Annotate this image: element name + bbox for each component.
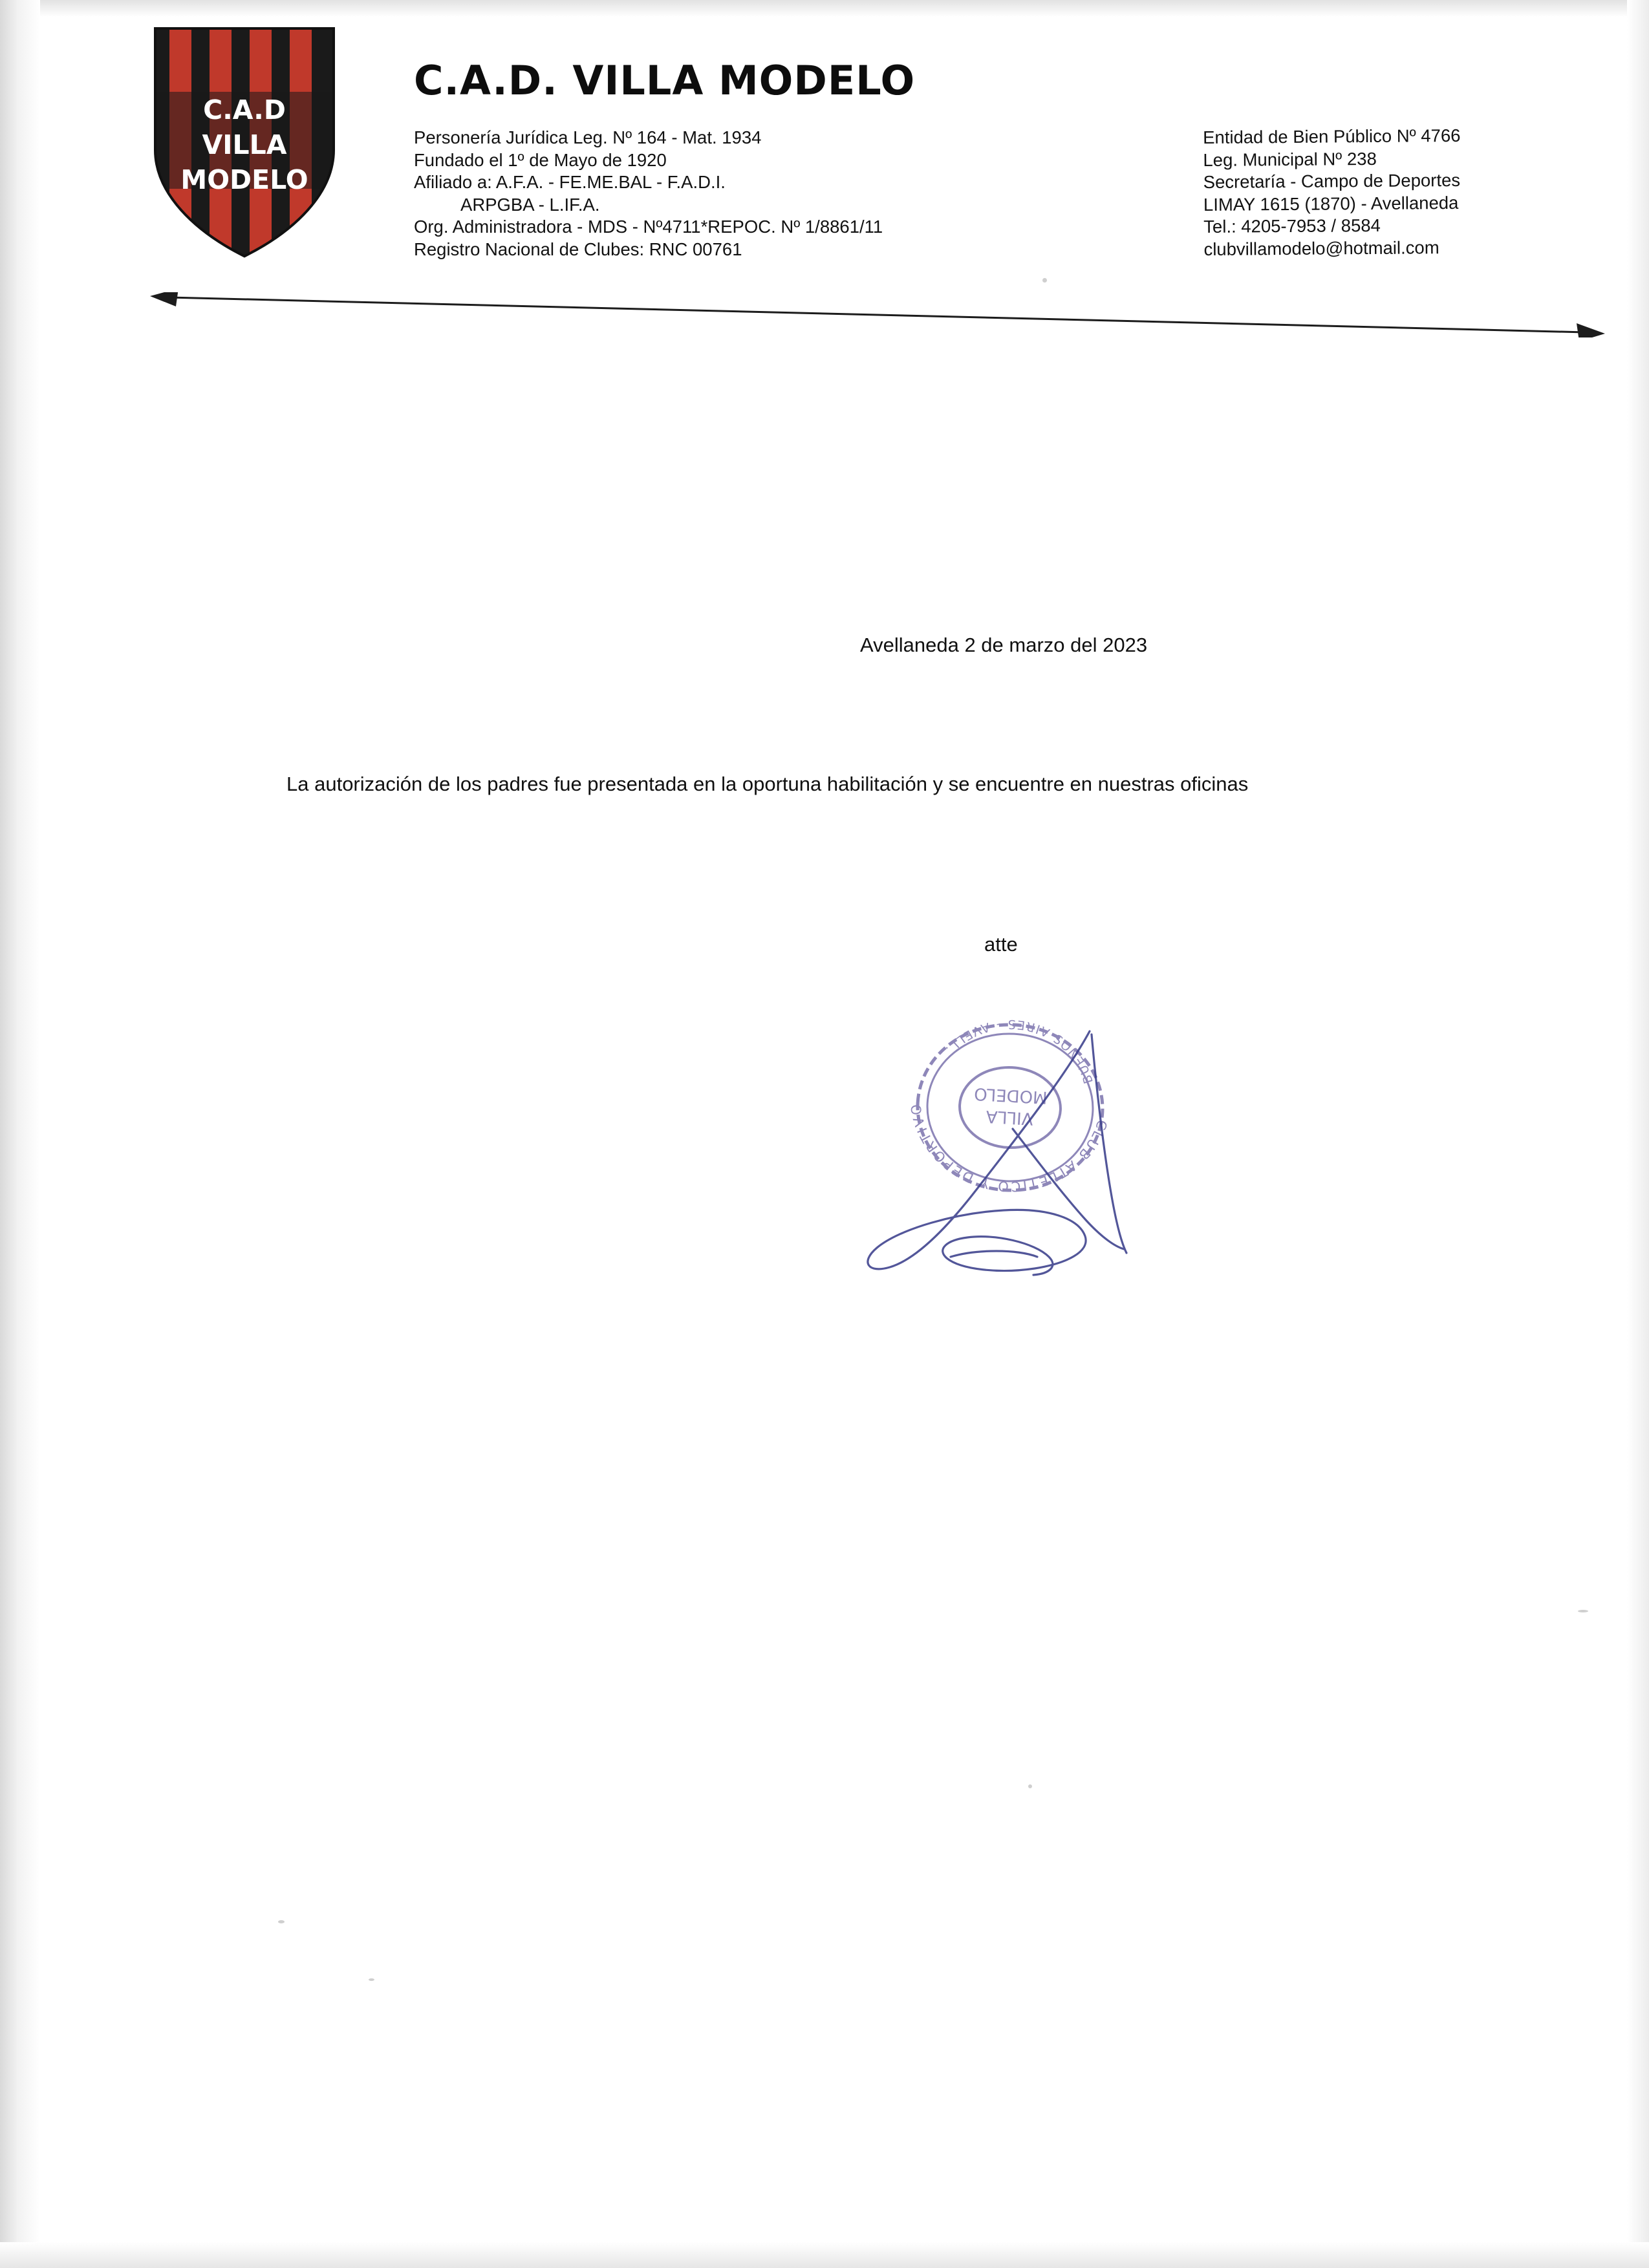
club-crest-icon <box>147 23 341 262</box>
header-left-line-3: Afiliado a: A.F.A. - FE.ME.BAL - F.A.D.I. <box>414 172 726 192</box>
header-left-line-2: Fundado el 1º de Mayo de 1920 <box>414 149 667 170</box>
header-right-line-2: Leg. Municipal Nº 238 <box>1203 148 1377 170</box>
header-right-line-5: Tel.: 4205-7953 / 8584 <box>1203 215 1381 237</box>
club-name-title: C.A.D. VILLA MODELO <box>414 57 916 104</box>
date-line: Avellaneda 2 de marzo del 2023 <box>860 634 1148 656</box>
header-left-line-4: ARPGBA - L.IF.A. <box>460 194 600 215</box>
svg-text:CLUB ATLETICO Y DEPORTIVO: CLUB ATLETICO Y DEPORTIVO <box>907 1101 1110 1195</box>
header-left-line-1: Personería Jurídica Leg. Nº 164 - Mat. 1934 <box>414 127 762 147</box>
scan-speck <box>1578 1610 1588 1612</box>
scan-speck <box>369 1978 374 1981</box>
svg-text:VILLA: VILLA <box>202 129 287 160</box>
body-paragraph: La autorización de los padres fue presentada en la oportuna habilitación y se encuentre en nuestras oficinas <box>286 773 1249 795</box>
svg-text:MODELO: MODELO <box>180 164 308 195</box>
signature-mark <box>763 996 1164 1332</box>
scan-edge-bottom <box>0 2242 1649 2268</box>
svg-text:C.A.D: C.A.D <box>203 94 286 125</box>
svg-text:MODELO: MODELO <box>973 1084 1048 1107</box>
header-left-line-6: Registro Nacional de Clubes: RNC 00761 <box>414 239 742 259</box>
svg-text:BUENOS AIRES - AVELL.: BUENOS AIRES - AVELL. <box>941 1016 1096 1086</box>
svg-text:VILLA: VILLA <box>986 1106 1034 1128</box>
header-left-block <box>414 127 883 261</box>
letterhead <box>0 0 1649 336</box>
header-right-line-3: Secretaría - Campo de Deportes <box>1203 169 1461 192</box>
header-divider-arrow <box>150 292 1605 337</box>
closing-text: atte <box>984 933 1018 956</box>
scan-speck <box>1028 1784 1032 1788</box>
scan-edge-right <box>1627 0 1649 2268</box>
header-right-email: clubvillamodelo@hotmail.com <box>1203 237 1439 259</box>
header-right-line-1: Entidad de Bien Público Nº 4766 <box>1203 125 1461 147</box>
header-left-line-5: Org. Administradora - MDS - Nº4711*REPOC. Nº 1/8861/11 <box>414 217 883 237</box>
scan-edge-left <box>0 0 40 2268</box>
header-right-line-4: LIMAY 1615 (1870) - Avellaneda <box>1203 192 1459 215</box>
scan-speck <box>1042 278 1047 283</box>
scan-speck <box>278 1920 285 1923</box>
header-right-block <box>1203 125 1461 261</box>
